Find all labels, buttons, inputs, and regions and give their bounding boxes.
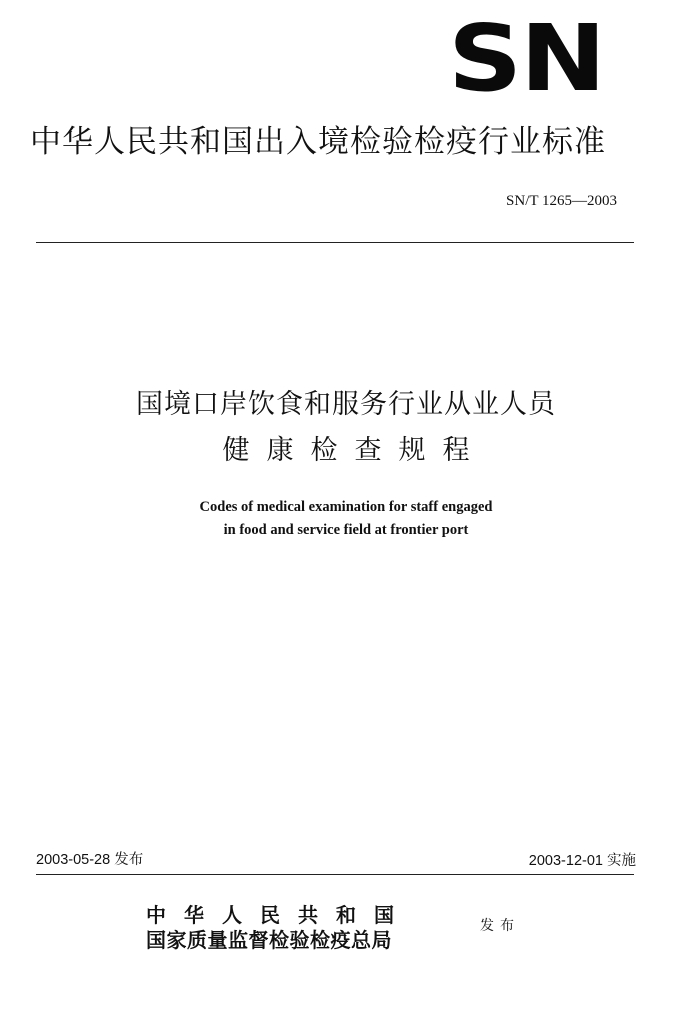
english-title-line-2: in food and service field at frontier port: [223, 522, 469, 538]
standard-category-heading: 中华人民共和国出入境检验检疫行业标准: [30, 124, 606, 160]
issue-date: 2003-05-28 发布: [36, 852, 144, 868]
chinese-title-line-2: 健康检查规程: [222, 435, 487, 466]
standard-number: SN/T 1265—2003: [506, 193, 617, 209]
issuing-authority: [146, 903, 466, 953]
issuer-country: 中华人民共和国: [146, 903, 412, 927]
sn-logo: SN: [448, 5, 604, 112]
issue-action: 发布: [480, 918, 520, 934]
effective-date: 2003-12-01 实施: [528, 853, 636, 869]
issuer-agency: 国家质量监督检验检疫总局: [146, 928, 392, 952]
chinese-title-line-1: 国境口岸饮食和服务行业从业人员: [136, 389, 556, 420]
header-divider: [36, 242, 634, 243]
footer-divider: [36, 874, 634, 875]
english-title-line-1: Codes of medical examination for staff engaged: [199, 499, 493, 515]
